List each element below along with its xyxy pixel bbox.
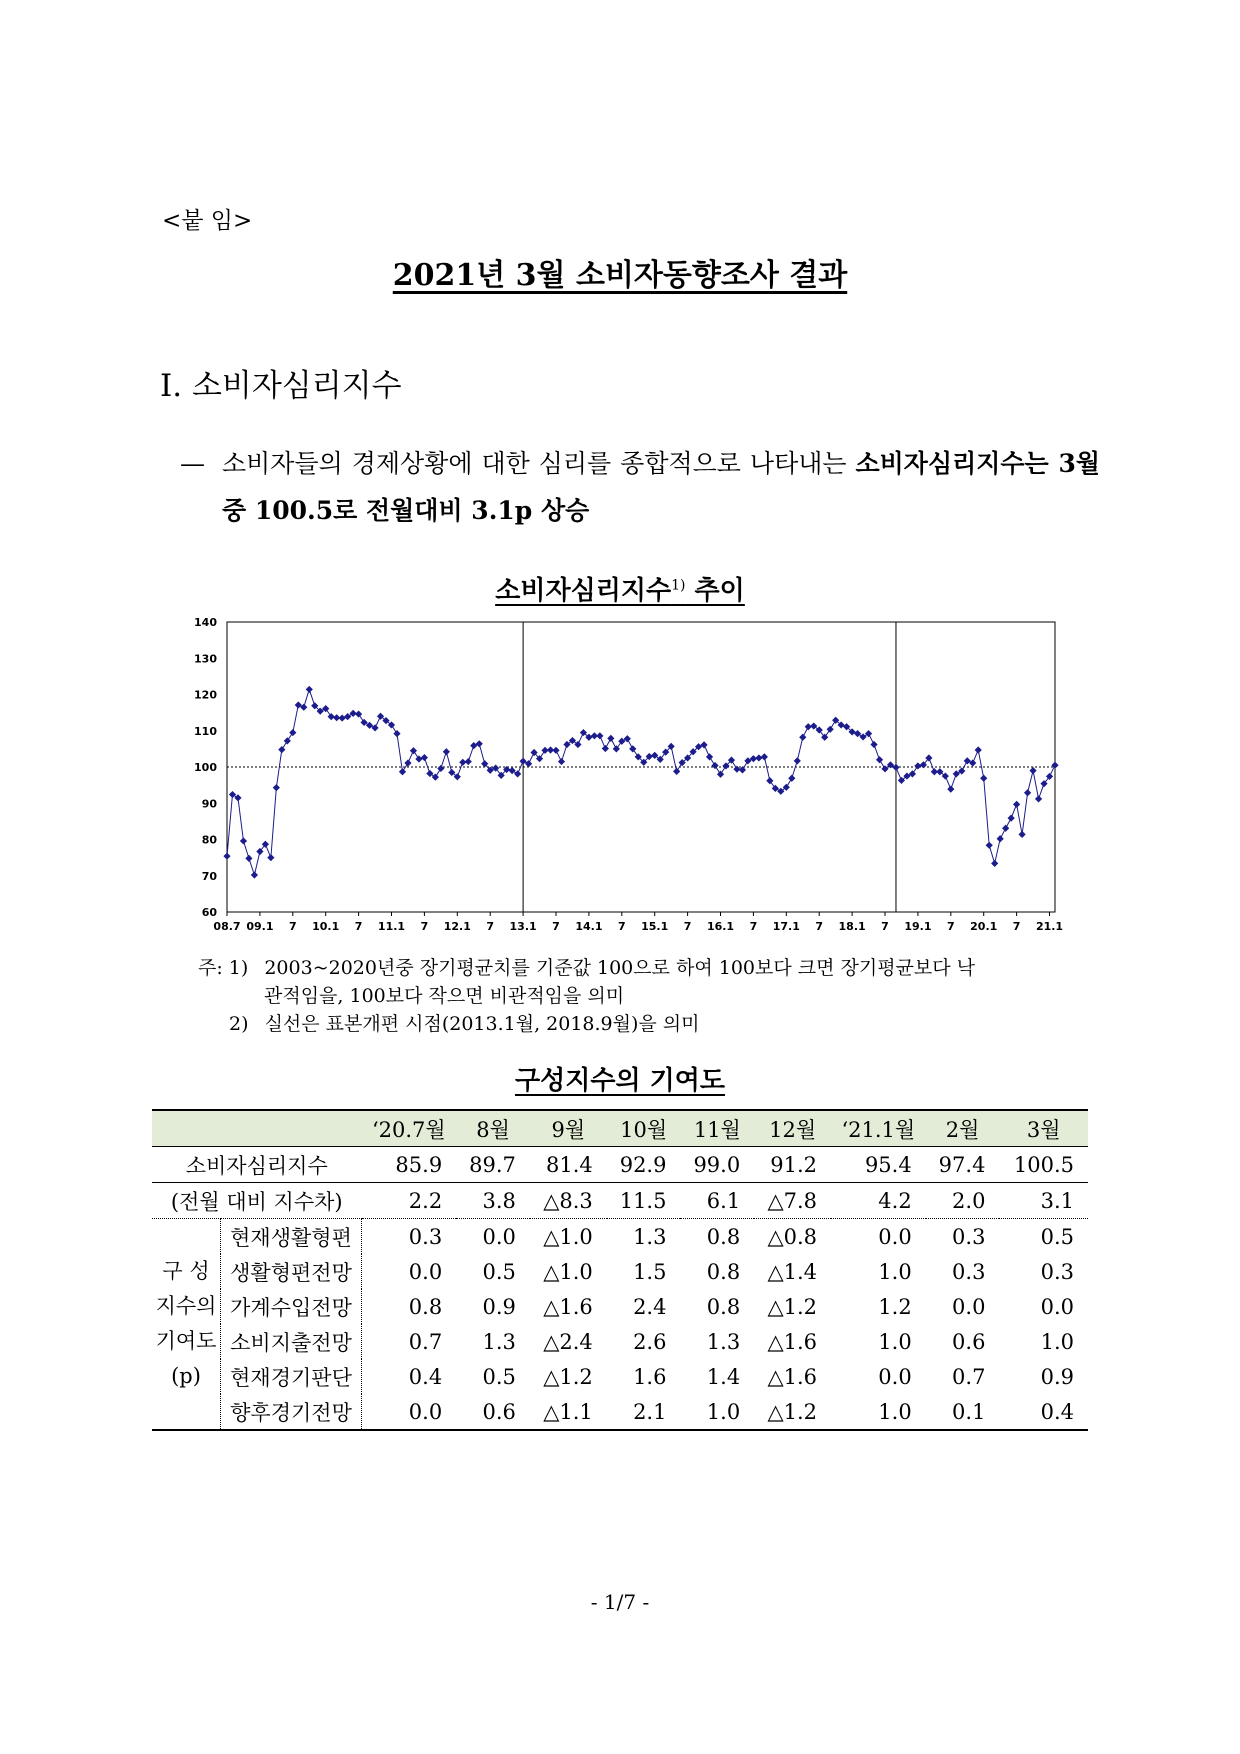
table-header-cell: 9월: [530, 1110, 607, 1147]
row-label: 가계수입전망: [221, 1289, 362, 1324]
table-cell: △1.6: [767, 1329, 818, 1354]
table-title: [0, 1060, 1240, 1097]
table-header-cell: 2월: [926, 1110, 1000, 1147]
table-cell: 0.0: [878, 1364, 912, 1389]
table-cell: 0.6: [952, 1329, 986, 1354]
summary-bullet: [180, 440, 1100, 534]
table-cell: 0.0: [952, 1294, 986, 1319]
group-label: 구 성 지수의 기여도 (p): [152, 1219, 221, 1431]
table-header-cell: 12월: [754, 1110, 831, 1147]
table-row-component: [152, 1219, 1088, 1255]
chart-title-footnote-mark: 1): [671, 577, 686, 594]
x-tick-label: 14.1: [575, 920, 603, 933]
chart-title-tail: 추이: [685, 576, 745, 606]
chart-title: [0, 570, 1240, 607]
y-tick-label: 110: [194, 724, 217, 738]
table-row-component: [152, 1289, 1088, 1324]
table-cell: 95.4: [831, 1147, 926, 1183]
contribution-rows: [152, 1219, 1088, 1431]
table-header-cell: 10월: [607, 1110, 681, 1147]
table-cell: 1.3: [706, 1329, 741, 1354]
note-1-line-2: 관적임을, 100보다 작으면 비관적임을 의미: [264, 985, 625, 1007]
table-cell: △1.6: [543, 1294, 593, 1319]
table-cell: 100.5: [999, 1147, 1088, 1183]
table-cell: 0.3: [1040, 1259, 1074, 1284]
table-row-component: [152, 1254, 1088, 1289]
table-cell: 1.0: [831, 1394, 926, 1430]
note-2: [198, 1010, 975, 1038]
attachment-label: <붙 임>: [162, 208, 253, 234]
note-1: [198, 954, 975, 982]
table-cell: 0.3: [952, 1259, 986, 1284]
table-cell: △7.8: [754, 1183, 831, 1219]
table-header-cell: 3월: [999, 1110, 1088, 1147]
x-tick-label: 7: [881, 920, 889, 933]
table-cell: 0.5: [482, 1259, 516, 1284]
x-tick-label: 7: [354, 920, 363, 933]
table-cell: 0.3: [408, 1224, 443, 1249]
table-cell: 1.0: [878, 1259, 912, 1284]
x-tick-label: 7: [683, 920, 692, 933]
table-cell: 0.0: [362, 1394, 457, 1430]
summary-text: [222, 440, 1100, 534]
table-cell: △1.2: [767, 1294, 818, 1319]
document-title-text: 2021년 3월 소비자동향조사 결과: [392, 258, 848, 293]
x-tick-label: 7: [552, 920, 560, 933]
table-header-corner: [152, 1110, 362, 1147]
x-tick-label: 18.1: [838, 920, 866, 933]
document-title: [0, 250, 1240, 294]
x-tick-label: 7: [1012, 920, 1021, 933]
table-row-csi: [152, 1147, 1088, 1183]
table-cell: 97.4: [926, 1147, 1000, 1183]
note-1-line-1: 2003~2020년중 장기평균치를 기준값 100으로 하여 100보다 크면 장기평균보다 낙: [264, 957, 976, 979]
chart-title-text: [495, 576, 744, 606]
x-tick-label: 7: [946, 920, 955, 933]
table-cell: 11.5: [607, 1183, 681, 1219]
row-label: 생활형편전망: [221, 1254, 362, 1289]
table-cell: 85.9: [362, 1147, 457, 1183]
table-cell: 3.8: [456, 1183, 530, 1219]
table-cell: 0.8: [706, 1294, 741, 1319]
table-cell: △1.4: [767, 1259, 818, 1284]
table-cell: △1.2: [754, 1394, 831, 1430]
x-tick-label: 7: [420, 920, 429, 933]
x-tick-label: 7: [815, 920, 824, 933]
bullet-dash: —: [180, 449, 205, 478]
table-cell: 2.4: [633, 1294, 667, 1319]
table-cell: 0.8: [706, 1224, 741, 1249]
table-header-cell: 11월: [680, 1110, 754, 1147]
table-cell: 3.1: [999, 1183, 1088, 1219]
x-tick-label: 16.1: [706, 920, 735, 933]
table-cell: 0.5: [482, 1364, 516, 1389]
table-cell: 0.4: [999, 1394, 1088, 1430]
table-cell: 1.4: [706, 1364, 741, 1389]
table-header-cell: 8월: [456, 1110, 530, 1147]
y-tick-label: 90: [201, 797, 217, 811]
row-label: (전월 대비 지수차): [152, 1183, 362, 1219]
table-cell: △1.1: [530, 1394, 607, 1430]
table-header-cell: ‘20.7월: [362, 1110, 457, 1147]
table-title-text: 구성지수의 기여도: [515, 1066, 725, 1096]
table-cell: 0.7: [952, 1364, 986, 1389]
y-tick-label: 70: [201, 869, 217, 883]
table-header-row: [152, 1110, 1088, 1147]
section-heading: Ⅰ. 소비자심리지수: [160, 368, 402, 404]
row-label: 현재생활형편: [221, 1219, 362, 1255]
table-cell: 1.0: [1040, 1329, 1074, 1354]
table-cell: △1.0: [543, 1259, 593, 1284]
table-cell: 91.2: [754, 1147, 831, 1183]
table-cell: 0.9: [1040, 1364, 1074, 1389]
row-label: 소비지출전망: [221, 1324, 362, 1359]
table-cell: 1.6: [633, 1364, 667, 1389]
table-row-diff: [152, 1183, 1088, 1219]
table-row-component: [152, 1359, 1088, 1394]
table-cell: 6.1: [680, 1183, 754, 1219]
table-cell: 1.2: [878, 1294, 912, 1319]
row-label: 현재경기판단: [221, 1359, 362, 1394]
table-cell: 0.8: [408, 1294, 443, 1319]
row-label: 소비자심리지수: [152, 1147, 362, 1183]
table-cell: 0.3: [952, 1224, 986, 1249]
table-cell: 0.5: [1040, 1224, 1074, 1249]
x-tick-label: 13.1: [509, 920, 537, 933]
table-cell: 2.2: [362, 1183, 457, 1219]
table-cell: 1.3: [482, 1329, 516, 1354]
table-row-component: [152, 1324, 1088, 1359]
csi-line-chart: [180, 612, 1064, 944]
table-cell: 0.7: [408, 1329, 443, 1354]
table-cell: △8.3: [530, 1183, 607, 1219]
page-number: - 1/7 -: [590, 1590, 650, 1614]
note-2-marker: 2): [229, 1013, 249, 1035]
table-cell: △0.8: [767, 1224, 818, 1249]
table-cell: 1.0: [680, 1394, 754, 1430]
table-cell: 0.1: [926, 1394, 1000, 1430]
table-cell: △2.4: [543, 1329, 593, 1354]
table-cell: 0.8: [706, 1259, 741, 1284]
note-2-line-1: 실선은 표본개편 시점(2013.1월, 2018.9월)을 의미: [264, 1013, 700, 1035]
x-tick-label: 7: [288, 920, 297, 933]
table-header-cell: ‘21.1월: [831, 1110, 926, 1147]
table-cell: 4.2: [831, 1183, 926, 1219]
x-tick-label: 12.1: [443, 920, 471, 933]
y-tick-label: 130: [194, 652, 217, 666]
summary-plain: 소비자들의 경제상황에 대한 심리를 종합적으로 나타내는: [222, 449, 856, 478]
table-cell: 0.0: [408, 1259, 443, 1284]
table-cell: 92.9: [607, 1147, 681, 1183]
table-cell: △1.6: [767, 1364, 818, 1389]
table-cell: 0.0: [482, 1224, 516, 1249]
y-tick-label: 120: [194, 688, 217, 702]
y-tick-label: 60: [201, 906, 217, 919]
table-cell: 81.4: [530, 1147, 607, 1183]
table-cell: 1.3: [633, 1224, 667, 1249]
note-1-marker: 주: 1): [198, 957, 249, 979]
x-tick-label: 21.1: [1035, 920, 1064, 933]
y-tick-label: 100: [194, 761, 217, 774]
x-tick-label: 08.7: [213, 920, 241, 933]
table-cell: 0.0: [1040, 1294, 1074, 1319]
table-cell: 0.6: [456, 1394, 530, 1430]
x-tick-label: 19.1: [904, 920, 932, 933]
chart-title-main: 소비자심리지수: [495, 576, 672, 606]
contribution-table: [152, 1109, 1088, 1431]
table-cell: △1.2: [543, 1364, 593, 1389]
table-cell: 2.0: [926, 1183, 1000, 1219]
table-cell: 1.5: [633, 1259, 667, 1284]
x-tick-label: 7: [617, 920, 626, 933]
table-cell: 0.9: [482, 1294, 516, 1319]
table-cell: 2.6: [633, 1329, 667, 1354]
table-cell: 99.0: [680, 1147, 754, 1183]
table-cell: △1.0: [543, 1224, 593, 1249]
table-row-component: [152, 1394, 1088, 1430]
summary-bold: 소비자심리지수는 3월중 100.5로 전월대비 3.1p 상승: [222, 449, 1100, 525]
table-cell: 1.0: [878, 1329, 912, 1354]
y-tick-label: 140: [194, 616, 217, 629]
x-tick-label: 11.1: [377, 920, 406, 933]
x-tick-label: 7: [486, 920, 495, 933]
x-tick-label: 20.1: [970, 920, 998, 933]
y-tick-label: 80: [201, 833, 217, 847]
table-cell: 2.1: [607, 1394, 681, 1430]
x-tick-label: 17.1: [772, 920, 800, 933]
table-cell: 89.7: [456, 1147, 530, 1183]
chart-notes: [198, 954, 975, 1038]
row-label: 향후경기전망: [221, 1394, 362, 1430]
x-tick-label: 10.1: [312, 920, 340, 933]
x-tick-label: 09.1: [246, 920, 274, 933]
table-cell: 0.0: [878, 1224, 912, 1249]
x-tick-label: 15.1: [641, 920, 669, 933]
table-cell: 0.4: [408, 1364, 443, 1389]
x-tick-label: 7: [749, 920, 758, 933]
